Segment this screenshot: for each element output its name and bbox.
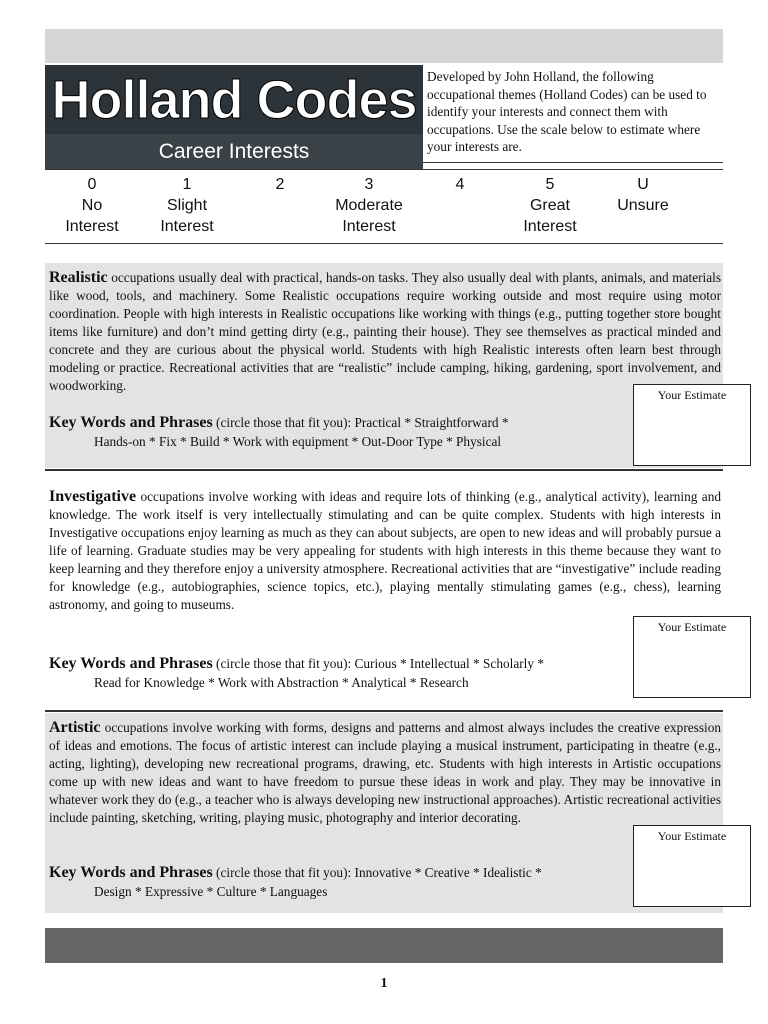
estimate-label: Your Estimate (657, 388, 727, 402)
scale-number: U (637, 176, 649, 193)
scale-label: Interest (65, 218, 119, 235)
key-words-list: Hands-on * Fix * Build * Work with equipment * Out-Door Type * Physical (94, 434, 502, 449)
key-words-title: Key Words and Phrases (49, 864, 213, 881)
estimate-box[interactable] (633, 384, 751, 466)
scale-label: Moderate (335, 197, 403, 214)
intro-text: Developed by John Holland, the following occupational themes (Holland Codes) can be used to identify your interests and connect them with occupations. Use the scale below to estimate where your interests are. (427, 69, 707, 155)
section-text: occupations involve working with ideas and require lots of thinking (e.g., analytical activity), learning and knowledge. The work itself is very intellectually stimulating and can be quite complex. Students with high interests in Investigative occupations enjoy learning as much as they can about subjects, are open to new ideas and will probably pursue a life of learning. Graduate studies may be very appealing for students with high interests in this theme because they want to keep learning and they therefore enjoy a university atmosphere. Recreational activities that are “investigative” include reading for knowledge (e.g., autobiographies, science topics, etc.), playing mentally stimulating games (e.g., chess), learning astronomy, and going to museums. (49, 489, 721, 612)
key-words-list: (circle those that fit you): Innovative * Creative * Idealistic * (212, 865, 542, 880)
scale-label: Unsure (617, 197, 669, 214)
scale-number: 5 (545, 176, 555, 193)
scale-label: Interest (342, 218, 396, 235)
intro-divider (423, 162, 723, 163)
key-words-list: Read for Knowledge * Work with Abstraction * Analytical * Research (94, 675, 469, 690)
section-heading: Investigative (49, 488, 137, 505)
section-heading: Realistic (49, 269, 108, 286)
section-divider (45, 710, 723, 712)
bottom-banner (45, 928, 723, 963)
key-words-title: Key Words and Phrases (49, 655, 213, 672)
section-realistic (45, 263, 727, 468)
section-body (49, 719, 721, 827)
scale-item-1 (148, 174, 226, 237)
scale-top-divider (45, 169, 723, 170)
scale-label: No (81, 197, 103, 214)
page-title: Holland Codes (51, 70, 417, 130)
scale-item-3 (323, 174, 415, 237)
scale-item-2 (245, 174, 315, 195)
key-words-list: (circle those that fit you): Curious * Intellectual * Scholarly * (212, 656, 544, 671)
section-heading: Artistic (49, 719, 101, 736)
section-body (49, 269, 721, 395)
scale-item-0 (53, 174, 131, 237)
section-artistic (45, 713, 727, 913)
section-divider (45, 469, 723, 471)
key-words-list: Design * Expressive * Culture * Languages (94, 884, 328, 899)
key-words (49, 413, 629, 451)
page-subtitle: Career Interests (158, 140, 310, 163)
scale-number: 2 (275, 176, 285, 193)
section-text: occupations usually deal with practical, hands-on tasks. They also usually deal with plants, animals, and materials like wood, tools, and machinery. Some Realistic occupations require working outside and most require using motor coordination. People with high interests in Realistic occupations like working with things (e.g., putting together store bought items like furniture) and don’t mind getting dirty (e.g., painting their house). They see themselves as practical minded and concrete and they are curious about the physical world. Students with high Realistic interests often learn best through modeling or practice. Recreational activities that are “realistic” include camping, hiking, gardening, sport involvement, and woodworking. (49, 270, 721, 393)
page-number: 1 (380, 976, 388, 991)
key-words-title: Key Words and Phrases (49, 414, 213, 431)
section-body (49, 488, 721, 614)
key-words-list: (circle those that fit you): Practical * Straightforward * (212, 415, 509, 430)
scale-item-4 (425, 174, 495, 195)
scale-label: Great (529, 197, 570, 214)
estimate-label: Your Estimate (657, 829, 727, 843)
scale-item-5 (511, 174, 589, 237)
key-words (49, 654, 629, 692)
interest-scale (45, 172, 723, 242)
key-words (49, 863, 629, 901)
section-text: occupations involve working with forms, designs and patterns and almost always includes the creative expression of ideas and emotions. The focus of artistic interest can include playing a musical instrument, participating in theatre (e.g., acting, lighting), developing new recreational programs, drawing, etc. Students with high interests in Artistic occupations come up with new ideas and want to have freedom to pursue these ideas in work and play. They may be innovative in whatever work they do (e.g., a teacher who is always developing new instructional approaches). Artistic recreational activities include painting, sketching, writing, playing music, photography and interior decorating. (49, 720, 721, 825)
section-investigative (45, 482, 727, 704)
scale-item-u (603, 174, 683, 216)
scale-number: 4 (455, 176, 465, 193)
scale-number: 1 (182, 176, 192, 193)
scale-label: Slight (166, 197, 208, 214)
scale-number: 0 (87, 176, 97, 193)
scale-label: Interest (523, 218, 577, 235)
scale-bottom-divider (45, 243, 723, 244)
estimate-box[interactable] (633, 616, 751, 698)
scale-number: 3 (364, 176, 374, 193)
estimate-box[interactable] (633, 825, 751, 907)
top-banner (45, 29, 723, 63)
estimate-label: Your Estimate (657, 620, 727, 634)
scale-label: Interest (160, 218, 214, 235)
